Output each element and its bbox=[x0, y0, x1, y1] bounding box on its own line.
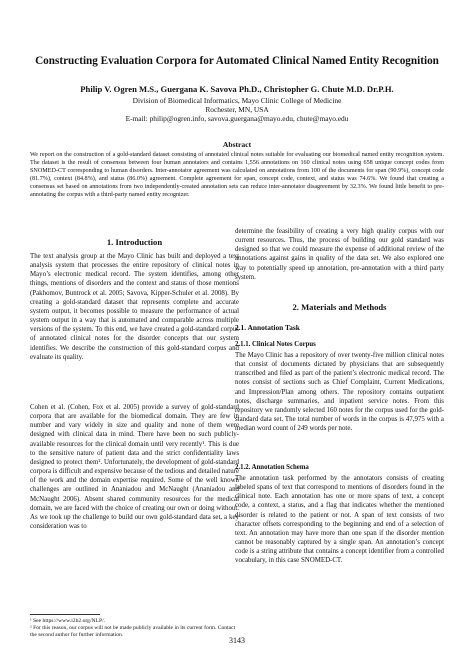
section-heading-introduction: 1. Introduction bbox=[106, 237, 163, 247]
location-line: Rochester, MN, USA bbox=[205, 105, 269, 114]
footnote-1: ¹ See https://www.i2b2.org/NLP/. bbox=[30, 618, 106, 624]
subsection-heading-annotation-task: 2.1. Annotation Task bbox=[235, 323, 300, 332]
abstract-text: We report on the construction of a gold-standard dataset consisting of annotated clinical notes suitable for evaluating our biomedical named entity recognition system. The dataset is the result of consensus between four human annotators and contains 1,556 annotations on 160 clinical notes using 658 unique concept codes from SNOMED-CT corresponding to human disorders. Inter-annotator agreement was calculated on annotations from 100 of the documents for span (90.9%), concept code (81.7%), context (84.8%), and status (86.0%) agreement. Complete agreement for span, concept code, context, and status was 74.6%. We found that creating a consensus set based on annotations from two independently-created annotation sets can reduce inter-annotator disagreement by 32.3%. We found little benefit to pre-annotating the corpus with a third-party named entity recognizer. bbox=[30, 152, 444, 198]
corpus-paragraph: The Mayo Clinic has a repository of over twenty-five million clinical notes that consist of documents dictated by physicians that are subsequently transcribed and filed as part of the patient’s electronic medical record. The notes consist of sections such as Chief Complaint, Current Medications, and Impression/Plan among others. The repository contains outpatient notes, discharge summaries, and inpatient service notes. From this repository we randomly selected 160 notes for the corpus used for the gold-standard data set. The total number of words in the corpus is 47,975 with a median word count of 249 words per note. bbox=[235, 352, 444, 433]
footnote-rule bbox=[30, 614, 100, 615]
paper-title: Constructing Evaluation Corpora for Automated Clinical Named Entity Recognition bbox=[35, 55, 439, 67]
schema-paragraph: The annotation task performed by the annotators consists of creating labeled spans of text that correspond to mentions of disorders found in the clinical note. Each annotation has one or more spans of text, a concept code, a context, a status, and a flag that indicates whether the mentioned disorder is related to the patient or not. A span of text consists of two character offsets corresponding to the beginning and end of a selection of text. An annotation may have more than one span if the disorder mention cannot be reasonably captured by a single span. An annotation’s concept code is a string attribute that contains a concept identifier from a controlled vocabulary, in this case SNOMED-CT. bbox=[235, 475, 444, 565]
author-list: Philip V. Ogren M.S., Guergana K. Savova Ph.D., Christopher G. Chute M.D. Dr.P.H. bbox=[80, 84, 394, 94]
subsubsection-heading-corpus: 2.1.1. Clinical Notes Corpus bbox=[235, 341, 316, 348]
right-paragraph-1: determine the feasibility of creating a very high quality corpus with our current resources. Thus, the process of building our gold standard was designed so that we could measure the expense of additional review of the annotations against gains in quality of the data set. We also explored one way to potentially speed up annotation, pre-annotation with a third party system. bbox=[235, 228, 444, 281]
section-heading-materials: 2. Materials and Methods bbox=[292, 302, 387, 312]
intro-paragraph-2: Cohen et al. (Cohen, Fox et al. 2005) provide a survey of gold-standard corpora that are available for the biomedical domain. They are few in number and vary widely in size and quality and none of them were designed with clinical data in mind. There have been no such publicly-available resources for the clinical domain until very recently¹. This is due to the sensitive nature of patient data and the strict confidentiality laws designed to protect them². Unfortunately, the development of gold-standard corpora is difficult and expensive because of the tedious and detailed nature of the work and the domain expertise required. Some of the well known challenges are outlined in Ananiadou and McNaught (Ananiadou and McNaught 2006). Absent shared community resources for the medical domain, we are faced with the choice of creating our own or doing without. As we took up the challenge to build our own gold-standard data set, a key consideration was to bbox=[30, 404, 240, 531]
footnote-2: ² For this reason, our corpus will not be made publicly available in its current form. Contact the second author for further information. bbox=[30, 625, 236, 638]
abstract-heading: Abstract bbox=[222, 140, 252, 149]
intro-paragraph-1: The text analysis group at the Mayo Clinic has built and deployed a text analysis system that processes the entire repository of clinical notes in Mayo’s electronic medical record. The system identifies, among other things, mentions of disorders and the context and status of those mentions (Pakhomov, Buntrock et al. 2005; Savova, Kipper-Schuler et al. 2008). By creating a gold-standard dataset that represents complete and accurate system output, it becomes possible to measure the performance of actual system output in a way that is automated and comparable across multiple versions of the system. To this end, we have created a gold-standard corpus of annotated clinical notes for the disorder concepts that our system identifies. We describe the construction of this gold-standard corpus and evaluate its quality. bbox=[30, 253, 239, 361]
subsubsection-heading-schema: 2.1.2. Annotation Schema bbox=[235, 464, 309, 471]
page-number: 3143 bbox=[229, 636, 245, 645]
affiliation-line: Division of Biomedical Informatics, Mayo Clinic College of Medicine bbox=[132, 96, 342, 105]
email-line: E-mail: philip@ogren.info, savova.guergana@mayo.edu, chute@mayo.edu bbox=[125, 114, 349, 123]
